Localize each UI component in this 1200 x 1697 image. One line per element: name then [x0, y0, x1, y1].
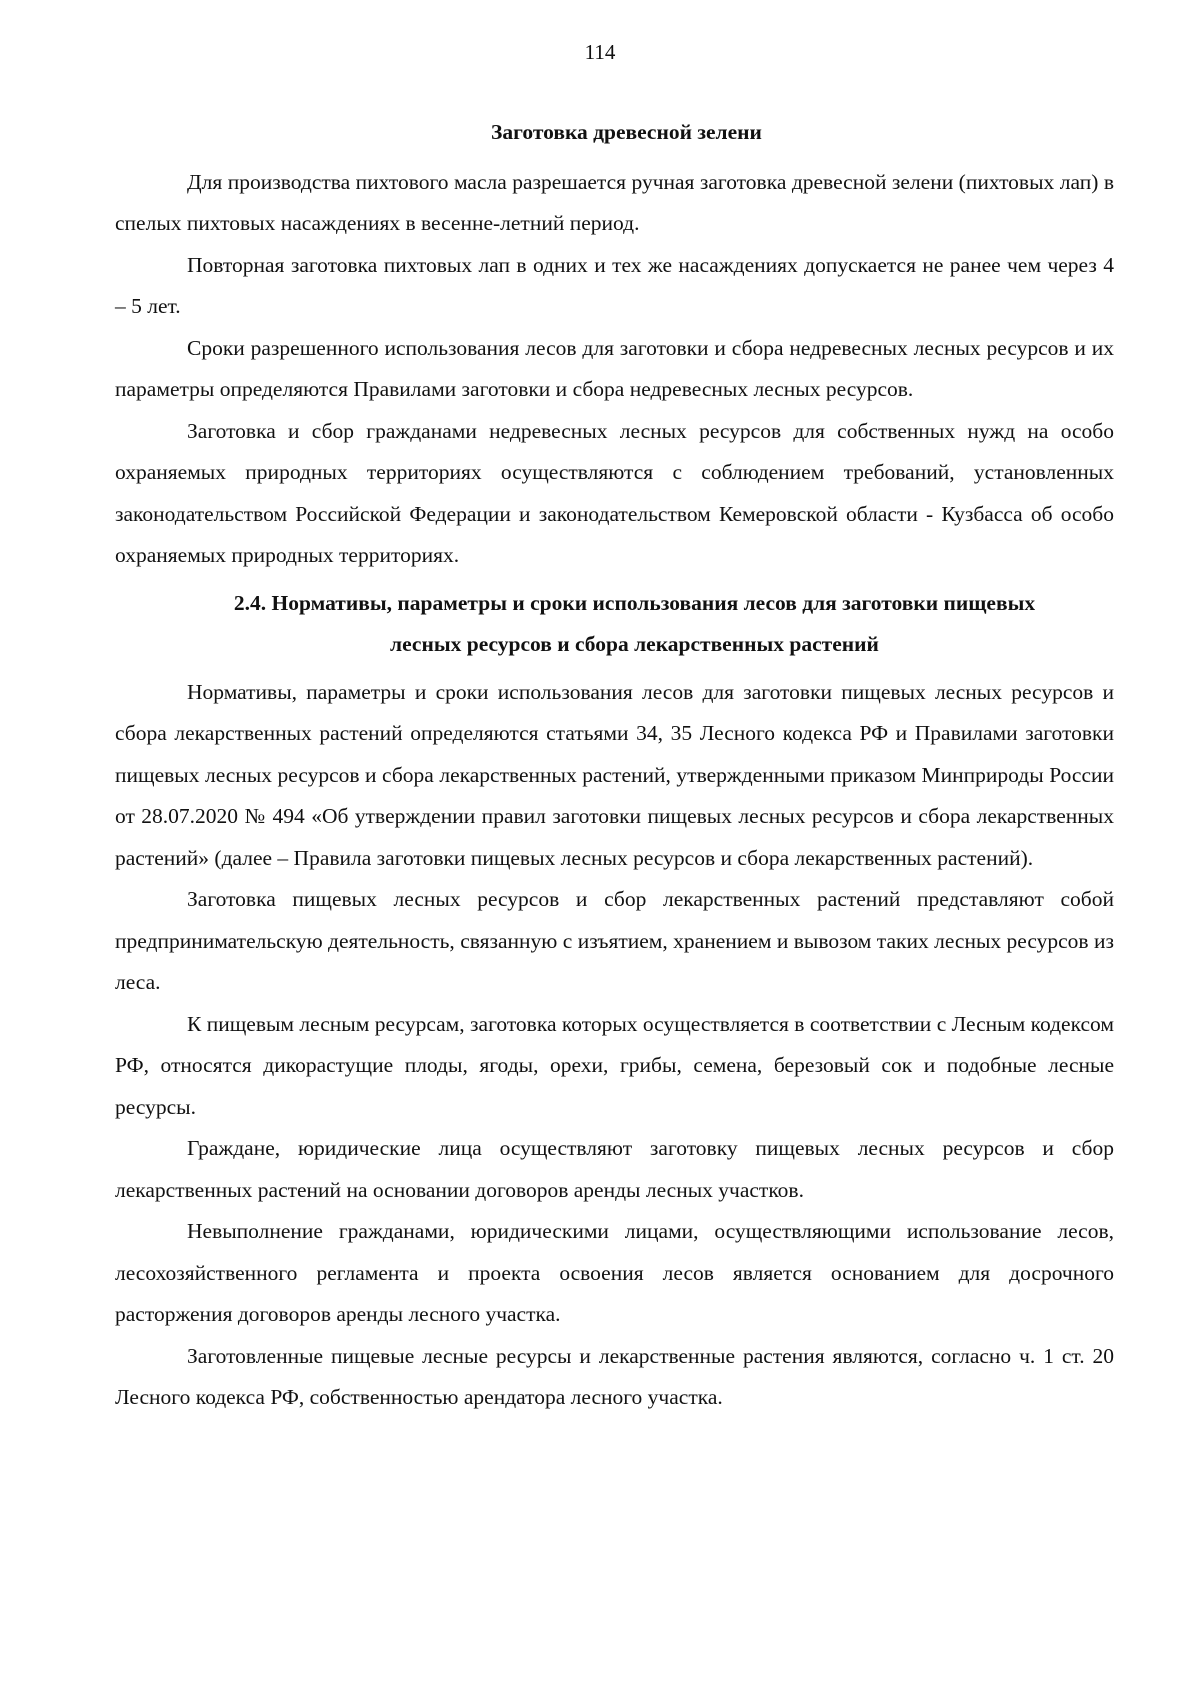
paragraph-norms: Нормативы, параметры и сроки использования лесов для заготовки пищевых лесных ресурсов и сбора лекарственных растений определяются статьями 34, 35 Лесного кодекса РФ и Правилами заготовки пищевых лесных ресурсов и сбора лекарственных растений, утвержденными приказом Минприроды России от 28.07.2020 № 494 «Об утверждении правил заготовки пищевых лесных ресурсов и сбора лекарственных растений» (далее – Правила заготовки пищевых лесных ресурсов и сбора лекарственных растений).: [115, 679, 1114, 870]
subsection-title: Заготовка древесной зелени: [491, 120, 762, 144]
page-content: [115, 112, 1114, 1419]
paragraph-fir-oil: Для производства пихтового масла разрешается ручная заготовка древесной зелени (пихтовых лап) в спелых пихтовых насаждениях в весенне-летний период.: [115, 169, 1114, 235]
paragraph-ownership: Заготовленные пищевые лесные ресурсы и лекарственные растения являются, согласно ч. 1 ст. 20 Лесного кодекса РФ, собственностью арендатора лесного участка.: [115, 1343, 1114, 1409]
section-heading-line-2: лесных ресурсов и сбора лекарственных растений: [390, 632, 879, 656]
paragraph-food-resources: К пищевым лесным ресурсам, заготовка которых осуществляется в соответствии с Лесным кодексом РФ, относятся дикорастущие плоды, ягоды, орехи, грибы, семена, березовый сок и подобные лесные ресурсы.: [115, 1011, 1114, 1119]
section-heading: [115, 583, 1114, 666]
paragraph-repeat-harvest: Повторная заготовка пихтовых лап в одних и тех же насаждениях допускается не ранее чем через 4 – 5 лет.: [115, 252, 1114, 318]
paragraph-lease-basis: Граждане, юридические лица осуществляют заготовку пищевых лесных ресурсов и сбор лекарственных растений на основании договоров аренды лесных участков.: [115, 1136, 1114, 1202]
paragraph-termination: Невыполнение гражданами, юридическими лицами, осуществляющими использование лесов, лесохозяйственного регламента и проекта освоения лесов является основанием для досрочного расторжения договоров аренды лесного участка.: [115, 1219, 1114, 1326]
page-number: 114: [584, 40, 616, 64]
paragraph-protected-areas: Заготовка и сбор гражданами недревесных лесных ресурсов для собственных нужд на особо охраняемых природных территориях осуществляются с соблюдением требований, установленных законодательством Российской Федерации и законодательством Кемеровской области - Кузбасса об особо охраняемых природных территориях.: [115, 418, 1114, 567]
paragraph-business-activity: Заготовка пищевых лесных ресурсов и сбор лекарственных растений представляют собой предпринимательскую деятельность, связанную с изъятием, хранением и вывозом таких лесных ресурсов из леса.: [115, 887, 1114, 994]
section-heading-line-1: 2.4. Нормативы, параметры и сроки использования лесов для заготовки пищевых: [233, 590, 1036, 615]
paragraph-nonwood-terms: Сроки разрешенного использования лесов для заготовки и сбора недревесных лесных ресурсов и их параметры определяются Правилами заготовки и сбора недревесных лесных ресурсов.: [115, 335, 1114, 401]
